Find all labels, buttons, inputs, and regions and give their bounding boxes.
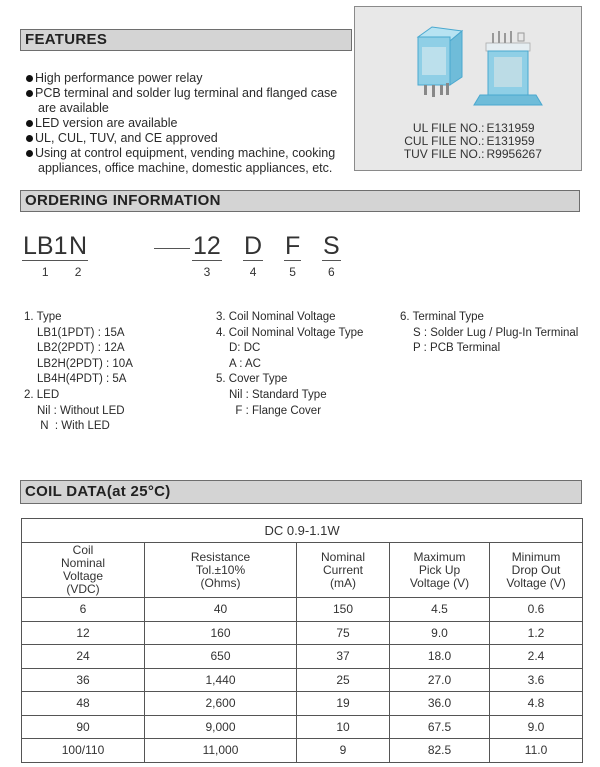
- table-cell: 67.5: [390, 715, 490, 739]
- relay-flanged-icon: [474, 31, 542, 105]
- feature-text: LED version are available: [35, 116, 178, 130]
- code-letter: D: [244, 232, 263, 260]
- option-heading: 3. Coil Nominal Voltage: [216, 311, 336, 323]
- code-position-number: 4: [249, 265, 257, 279]
- code-segment: [243, 232, 263, 279]
- option-heading: 2. LED: [24, 388, 60, 401]
- code-segment: [22, 232, 68, 279]
- column-header: Minimum Drop Out Voltage (V): [490, 543, 583, 598]
- table-row: [22, 739, 583, 763]
- table-cell: 9.0: [490, 715, 583, 739]
- table-cell: 36.0: [390, 692, 490, 716]
- bullet-icon: [26, 135, 33, 142]
- certification-file-numbers: [355, 122, 581, 161]
- bullet-icon: [26, 150, 33, 157]
- feature-item: [26, 71, 337, 86]
- bullet-icon: [26, 90, 33, 97]
- option-value: A : AC: [229, 357, 261, 370]
- table-cell: 1,440: [145, 668, 297, 692]
- table-cell: 10: [297, 715, 390, 739]
- option-value: F : Flange Cover: [229, 404, 322, 417]
- ordering-options-terminal: [400, 310, 578, 357]
- table-title: DC 0.9-1.1W: [22, 519, 583, 543]
- relay-product-image: [410, 25, 550, 115]
- code-position-number: 6: [328, 265, 335, 279]
- features-list: [26, 71, 337, 176]
- feature-item: [26, 146, 337, 176]
- table-row: [22, 598, 583, 622]
- option-heading: 5. Cover Type: [216, 373, 288, 386]
- code-segment: [322, 232, 341, 279]
- table-cell: 4.8: [490, 692, 583, 716]
- option-value: LB2H(2PDT) : 10A: [37, 357, 133, 370]
- option-heading: 6. Terminal Type: [400, 311, 484, 323]
- feature-text: are available: [38, 101, 109, 115]
- table-cell: 75: [297, 621, 390, 645]
- coil-data-table: [21, 518, 583, 763]
- table-cell: 24: [22, 645, 145, 669]
- bullet-icon: [26, 120, 33, 127]
- option-value: Nil : Without LED: [37, 404, 125, 417]
- option-value: LB4H(4PDT) : 5A: [37, 373, 127, 386]
- file-value: E131959: [486, 121, 535, 135]
- code-position-number: 1: [41, 265, 49, 279]
- table-cell: 36: [22, 668, 145, 692]
- code-segment: [68, 232, 88, 279]
- table-cell: 27.0: [390, 668, 490, 692]
- feature-item: [26, 116, 337, 131]
- table-cell: 0.6: [490, 598, 583, 622]
- table-cell: 150: [297, 598, 390, 622]
- table-cell: 48: [22, 692, 145, 716]
- column-header: Resistance Tol.±10% (Ohms): [145, 543, 297, 598]
- file-label: CUL FILE NO.:: [404, 134, 485, 148]
- feature-text: PCB terminal and solder lug terminal and flanged case: [35, 86, 338, 100]
- table-row: [22, 668, 583, 692]
- table-cell: 2,600: [145, 692, 297, 716]
- ordering-options-type-led: [24, 310, 133, 435]
- option-value: P : PCB Terminal: [413, 342, 501, 355]
- code-letter: LB1: [23, 232, 68, 260]
- file-label: UL FILE NO.:: [412, 121, 485, 135]
- table-row: [22, 692, 583, 716]
- code-segment: [284, 232, 301, 279]
- option-value: N : With LED: [37, 420, 110, 433]
- code-letter: N: [69, 232, 88, 260]
- table-cell: 650: [145, 645, 297, 669]
- feature-text: UL, CUL, TUV, and CE approved: [35, 131, 218, 145]
- code-letter: F: [285, 232, 301, 260]
- table-cell: 40: [145, 598, 297, 622]
- file-value: E131959: [486, 134, 535, 148]
- table-row: [22, 715, 583, 739]
- option-value: LB1(1PDT) : 15A: [37, 326, 125, 339]
- feature-text: Using at control equipment, vending machine, cooking: [35, 146, 336, 160]
- features-section-header: FEATURES: [20, 29, 352, 51]
- option-value: LB2(2PDT) : 12A: [37, 342, 125, 355]
- code-segment: [192, 232, 222, 279]
- table-cell: 82.5: [390, 739, 490, 763]
- feature-text: High performance power relay: [35, 71, 203, 85]
- file-number-row: [355, 148, 581, 161]
- table-row: [22, 621, 583, 645]
- table-cell: 90: [22, 715, 145, 739]
- table-cell: 3.6: [490, 668, 583, 692]
- relay-plugin-icon: [418, 27, 462, 97]
- code-position-number: 5: [289, 265, 296, 279]
- table-cell: 37: [297, 645, 390, 669]
- column-header: Nominal Current (mA): [297, 543, 390, 598]
- option-value: S : Solder Lug / Plug-In Terminal: [413, 326, 579, 339]
- table-cell: 6: [22, 598, 145, 622]
- table-cell: 160: [145, 621, 297, 645]
- code-letter: S: [323, 232, 340, 260]
- option-value: D: DC: [229, 342, 261, 355]
- table-cell: 4.5: [390, 598, 490, 622]
- code-position-number: 2: [74, 265, 82, 279]
- table-cell: 25: [297, 668, 390, 692]
- table-cell: 19: [297, 692, 390, 716]
- product-info-box: [354, 6, 582, 171]
- ordering-options-voltage-cover: [216, 310, 363, 419]
- feature-item: [26, 131, 337, 146]
- ordering-code-diagram: [22, 232, 422, 292]
- coil-data-section-header: COIL DATA(at 25°C): [20, 480, 582, 504]
- table-cell: 9,000: [145, 715, 297, 739]
- table-cell: 9: [297, 739, 390, 763]
- file-value: R9956267: [486, 147, 542, 161]
- table-row: [22, 645, 583, 669]
- code-position-number: 3: [203, 265, 211, 279]
- column-header: Coil Nominal Voltage (VDC): [22, 543, 145, 598]
- option-heading: 1. Type: [24, 311, 62, 323]
- table-cell: 2.4: [490, 645, 583, 669]
- feature-item: [26, 86, 337, 116]
- file-label: TUV FILE NO.:: [403, 147, 485, 161]
- column-header: Maximum Pick Up Voltage (V): [390, 543, 490, 598]
- table-cell: 100/110: [22, 739, 145, 763]
- option-value: Nil : Standard Type: [229, 388, 327, 401]
- table-cell: 12: [22, 621, 145, 645]
- table-cell: 9.0: [390, 621, 490, 645]
- table-cell: 11,000: [145, 739, 297, 763]
- bullet-icon: [26, 75, 33, 82]
- table-cell: 11.0: [490, 739, 583, 763]
- code-letter: 12: [193, 232, 221, 260]
- code-separator-dash: [154, 248, 190, 249]
- ordering-section-header: ORDERING INFORMATION: [20, 190, 580, 212]
- table-header-row: [22, 543, 583, 598]
- option-heading: 4. Coil Nominal Voltage Type: [216, 326, 364, 339]
- feature-text: appliances, office machine, domestic appliances, etc.: [38, 161, 333, 175]
- table-cell: 18.0: [390, 645, 490, 669]
- table-cell: 1.2: [490, 621, 583, 645]
